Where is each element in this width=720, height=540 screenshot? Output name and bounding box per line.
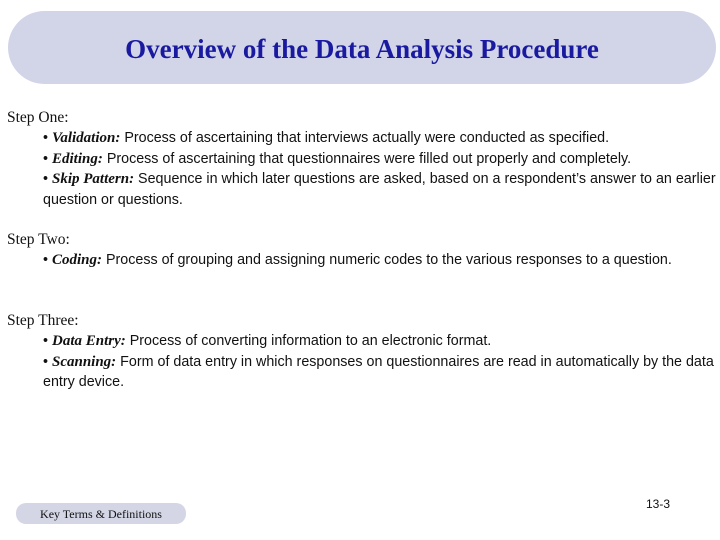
- definition-item-coding: • Coding: Process of grouping and assigning numeric codes to the various responses to a question.: [43, 252, 672, 269]
- definition: Form of data entry in which responses on questionnaires are read in automatically by the data entry device.: [43, 353, 714, 391]
- term: Skip Pattern:: [51, 171, 135, 188]
- page-number: 13-3: [646, 497, 671, 511]
- slide-content: [7, 108, 717, 392]
- definition-item-scanning: • Scanning: Form of data entry in which responses on questionnaires are read in automatically by the data entry device.: [43, 353, 714, 391]
- step-heading: Step Two:: [7, 231, 70, 249]
- definition-item-editing: • Editing: Process of ascertaining that questionnaires were filled out properly and completely.: [43, 150, 632, 167]
- definition: Process of converting information to an electronic format.: [125, 333, 492, 350]
- footer-label: Key Terms & Definitions: [40, 507, 162, 521]
- step-heading: Step Three:: [7, 311, 79, 329]
- term: Editing:: [51, 150, 103, 167]
- step-one: [7, 108, 717, 210]
- definition: Sequence in which later questions are asked, based on a respondent’s answer to an earlier question or questions.: [43, 171, 716, 208]
- definition-item-validation: • Validation: Process of ascertaining that interviews actually were conducted as specified.: [43, 130, 610, 147]
- step-two: [7, 230, 717, 271]
- definition-item-skip-pattern: • Skip Pattern: Sequence in which later questions are asked, based on a respondent’s answer to an earlier question or questions.: [43, 171, 716, 208]
- term: Coding:: [51, 252, 102, 269]
- slide-title: Overview of the Data Analysis Procedure: [125, 34, 599, 64]
- step-heading: Step One:: [7, 109, 69, 126]
- definition: Process of ascertaining that questionnaires were filled out properly and completely.: [102, 150, 632, 167]
- term: Validation:: [51, 130, 121, 147]
- term: Scanning:: [51, 353, 117, 370]
- definition-item-data-entry: • Data Entry: Process of converting information to an electronic format.: [43, 333, 492, 350]
- step-three: [7, 311, 717, 393]
- footer-badge: [16, 503, 186, 524]
- title-banner: [8, 11, 716, 84]
- definition: Process of grouping and assigning numeric codes to the various responses to a question.: [102, 252, 672, 269]
- term: Data Entry:: [51, 333, 126, 350]
- definition: Process of ascertaining that interviews actually were conducted as specified.: [120, 130, 610, 147]
